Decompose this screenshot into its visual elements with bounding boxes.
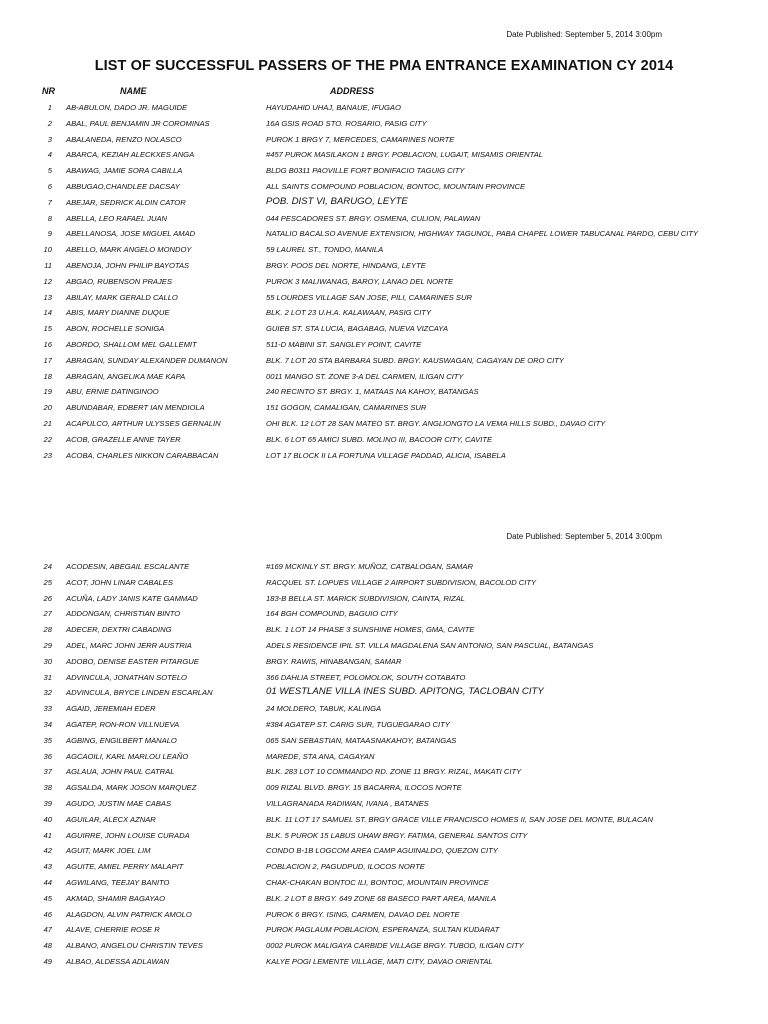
table-row bbox=[0, 638, 768, 654]
table-row bbox=[0, 163, 768, 179]
table-row bbox=[0, 907, 768, 923]
table-row bbox=[0, 954, 768, 970]
row-number: 11 bbox=[44, 260, 52, 270]
passer-name: AGWILANG, TEEJAY BANITO bbox=[66, 877, 170, 887]
passer-address: 151 GOGON, CAMALIGAN, CAMARINES SUR bbox=[266, 403, 427, 413]
table-row bbox=[0, 274, 768, 290]
row-number: 1 bbox=[47, 103, 52, 112]
passer-address: BLK. 283 LOT 10 COMMANDO RD. ZONE 11 BRGY. RIZAL, MAKATI CITY bbox=[266, 767, 522, 777]
row-number: 12 bbox=[43, 276, 52, 286]
table-row bbox=[0, 416, 768, 432]
table-row bbox=[0, 796, 768, 812]
passer-address: PUROK 6 BRGY. ISING, CARMEN, DAVAO DEL NORTE bbox=[266, 909, 460, 919]
table-row bbox=[0, 812, 768, 828]
passer-name: ABUNDABAR, EDBERT IAN MENDIOLA bbox=[66, 403, 205, 413]
row-number: 46 bbox=[43, 909, 52, 919]
table-row bbox=[0, 922, 768, 938]
row-number: 28 bbox=[43, 625, 52, 635]
row-number: 36 bbox=[43, 751, 52, 761]
passer-name: ABON, ROCHELLE SONIGA bbox=[66, 324, 165, 334]
column-header-name: NAME bbox=[120, 86, 147, 96]
table-row bbox=[0, 400, 768, 416]
table-row bbox=[0, 559, 768, 575]
column-header-nr: NR bbox=[42, 86, 55, 96]
passer-name: AGATEP, RON-RON VILLNUEVA bbox=[66, 719, 180, 729]
table-row bbox=[0, 305, 768, 321]
row-number: 5 bbox=[47, 166, 52, 176]
row-number: 9 bbox=[47, 229, 52, 239]
table-row bbox=[0, 369, 768, 385]
table-row bbox=[0, 195, 768, 211]
row-number: 40 bbox=[43, 814, 52, 824]
table-row bbox=[0, 100, 768, 116]
passer-address: ALL SAINTS COMPOUND POBLACION, BONTOC, MOUNTAIN PROVINCE bbox=[266, 181, 526, 191]
passer-address: CHAK-CHAKAN BONTOC ILI, BONTOC, MOUNTAIN PROVINCE bbox=[266, 877, 489, 887]
passer-name: ABBUGAO,CHANDLEE DACSAY bbox=[66, 181, 180, 191]
date-published-page-2: Date Published: September 5, 2014 3:00pm bbox=[506, 532, 662, 541]
row-number: 8 bbox=[47, 213, 52, 223]
passer-address: 183-B BELLA ST. MARICK SUBDIVISION, CAINTA, RIZAL bbox=[266, 593, 465, 603]
document-title: LIST OF SUCCESSFUL PASSERS OF THE PMA ENTRANCE EXAMINATION CY 2014 bbox=[94, 58, 674, 74]
passer-name: AGUDO, JUSTIN MAE CABAS bbox=[66, 798, 172, 808]
passer-name: ACODESIN, ABEGAIL ESCALANTE bbox=[66, 562, 190, 571]
passer-address: CONDO B-1B LOGCOM AREA CAMP AGUINALDO, QUEZON CITY bbox=[266, 846, 498, 856]
table-row bbox=[0, 843, 768, 859]
row-number: 15 bbox=[43, 324, 52, 334]
passer-address: BLK. 2 LOT 23 U.H.A. KALAWAAN, PASIG CITY bbox=[266, 308, 432, 318]
passer-address: BLK. 6 LOT 65 AMICI SUBD. MOLINO III, BACOOR CITY, CAVITE bbox=[266, 434, 493, 444]
passer-address: #169 MCKINLY ST. BRGY. MUÑOZ, CATBALOGAN, SAMAR bbox=[266, 562, 473, 571]
row-number: 20 bbox=[43, 403, 52, 413]
table-row bbox=[0, 226, 768, 242]
table-row bbox=[0, 211, 768, 227]
row-number: 3 bbox=[47, 134, 52, 144]
passer-address: POB. DIST VI, BARUGO, LEYTE bbox=[266, 195, 408, 207]
passer-address: 01 WESTLANE VILLA INES SUBD. APITONG, TACLOBAN CITY bbox=[266, 686, 544, 698]
table-row bbox=[0, 258, 768, 274]
row-number: 45 bbox=[43, 893, 52, 903]
passer-address: 59 LAUREL ST., TONDO, MANILA bbox=[266, 245, 384, 255]
passer-address: PUROK 1 BRGY 7, MERCEDES, CAMARINES NORTE bbox=[266, 134, 455, 144]
passer-address: 0002 PUROK MALIGAYA CARBIDE VILLAGE BRGY. TUBOD, ILIGAN CITY bbox=[266, 941, 524, 951]
passer-name: AGLAUA, JOHN PAUL CATRAL bbox=[66, 767, 175, 777]
row-number: 27 bbox=[43, 609, 52, 619]
table-row bbox=[0, 828, 768, 844]
table-row bbox=[0, 321, 768, 337]
passer-name: ABAL, PAUL BENJAMIN JR COROMINAS bbox=[66, 118, 210, 128]
passer-name: ABORDO, SHALLOM MEL GALLEMIT bbox=[66, 339, 197, 349]
table-row bbox=[0, 701, 768, 717]
row-number: 22 bbox=[43, 434, 52, 444]
table-row bbox=[0, 654, 768, 670]
passer-name: AGCAOILI, KARL MARLOU LEAÑO bbox=[66, 751, 189, 761]
passer-name: AGUIRRE, JOHN LOUISE CURADA bbox=[66, 830, 190, 840]
passers-table-page-2 bbox=[0, 559, 768, 970]
passer-name: AGUIT, MARK JOEL LIM bbox=[66, 846, 151, 856]
table-row bbox=[0, 179, 768, 195]
row-number: 6 bbox=[47, 181, 52, 191]
passer-name: ADVINCULA, BRYCE LINDEN ESCARLAN bbox=[66, 688, 213, 698]
row-number: 39 bbox=[43, 798, 52, 808]
table-row bbox=[0, 290, 768, 306]
passer-address: MAREDE, STA ANA, CAGAYAN bbox=[266, 751, 375, 761]
row-number: 31 bbox=[43, 672, 52, 682]
passer-address: 009 RIZAL BLVD. BRGY. 15 BACARRA, ILOCOS NORTE bbox=[266, 783, 462, 793]
table-row bbox=[0, 353, 768, 369]
passer-address: 0011 MANGO ST. ZONE 3-A DEL CARMEN, ILIGAN CITY bbox=[266, 371, 464, 381]
passer-name: ALBAO, ALDESSA ADLAWAN bbox=[66, 956, 170, 966]
row-number: 47 bbox=[43, 925, 52, 935]
passer-address: GUIEB ST. STA LUCIA, BAGABAG, NUEVA VIZCAYA bbox=[266, 324, 449, 334]
row-number: 16 bbox=[43, 339, 52, 349]
passer-address: 511-D MABINI ST. SANGLEY POINT, CAVITE bbox=[266, 339, 422, 349]
row-number: 32 bbox=[43, 688, 52, 698]
passer-address: 044 PESCADORES ST. BRGY. OSMENA, CULION, PALAWAN bbox=[266, 213, 481, 223]
row-number: 42 bbox=[43, 846, 52, 856]
passer-address: PUROK PAGLAUM POBLACION, ESPERANZA, SULTAN KUDARAT bbox=[266, 925, 500, 935]
row-number: 30 bbox=[43, 656, 52, 666]
passer-name: ALAGDON, ALVIN PATRICK AMOLO bbox=[66, 909, 192, 919]
row-number: 19 bbox=[43, 387, 52, 397]
row-number: 33 bbox=[43, 704, 52, 714]
passer-name: AB-ABULON, DADO JR. MAGUIDE bbox=[66, 103, 188, 112]
passer-name: ABILAY, MARK GERALD CALLO bbox=[66, 292, 178, 302]
passer-address: BLDG B0311 PAOVILLE FORT BONIFACIO TAGUIG CITY bbox=[266, 166, 465, 176]
table-row bbox=[0, 764, 768, 780]
row-number: 23 bbox=[43, 450, 52, 460]
passer-name: ADECER, DEXTRI CABADING bbox=[66, 625, 172, 635]
table-row bbox=[0, 116, 768, 132]
passer-address: KALYE POGI LEMENTE VILLAGE, MATI CITY, DAVAO ORIENTAL bbox=[266, 956, 493, 966]
table-row bbox=[0, 670, 768, 686]
table-row bbox=[0, 384, 768, 400]
passer-name: ABELLANOSA, JOSE MIGUEL AMAD bbox=[66, 229, 196, 239]
passer-address: BLK. 2 LOT 8 BRGY. 649 ZONE 68 BASECO PART AREA, MANILA bbox=[266, 893, 497, 903]
passer-name: ALBANO, ANGELOU CHRISTIN TEVES bbox=[66, 941, 203, 951]
passer-address: ADELS RESIDENCE IPIL ST. VILLA MAGDALENA SAN ANTONIO, SAN PASCUAL, BATANGAS bbox=[266, 640, 594, 650]
passer-name: ADVINCULA, JONATHAN SOTELO bbox=[66, 672, 187, 682]
passer-address: 24 MOLDERO, TABUK, KALINGA bbox=[266, 704, 382, 714]
row-number: 49 bbox=[43, 956, 52, 966]
row-number: 2 bbox=[47, 118, 52, 128]
column-header-address: ADDRESS bbox=[330, 86, 375, 96]
row-number: 4 bbox=[47, 150, 52, 160]
passer-address: BLK. 5 PUROK 15 LABUS UHAW BRGY. FATIMA, GENERAL SANTOS CITY bbox=[266, 830, 528, 840]
passer-name: ACOT, JOHN LINAR CABALES bbox=[66, 577, 173, 587]
passer-address: #384 AGATEP ST. CARIG SUR, TUGUEGARAO CITY bbox=[266, 719, 450, 729]
passer-name: ADDONGAN, CHRISTIAN BINTO bbox=[66, 609, 181, 619]
table-row bbox=[0, 591, 768, 607]
row-number: 14 bbox=[43, 308, 52, 318]
table-row bbox=[0, 606, 768, 622]
passer-address: NATALIO BACALSO AVENUE EXTENSION, HIGHWAY TAGUNOL, PABA CHAPEL LOWER TABUCANAL PARDO, CEBU CITY bbox=[266, 229, 699, 239]
table-row bbox=[0, 749, 768, 765]
table-row bbox=[0, 891, 768, 907]
table-row bbox=[0, 875, 768, 891]
passer-address: BLK. 11 LOT 17 SAMUEL ST. BRGY GRACE VILLE FRANCISCO HOMES II, SAN JOSE DEL MONTE, BULACAN bbox=[266, 814, 653, 824]
passer-name: ABELLA, LEO RAFAEL JUAN bbox=[66, 213, 168, 223]
passer-name: AKMAD, SHAMIR BAGAYAO bbox=[66, 893, 166, 903]
passer-address: 55 LOURDES VILLAGE SAN JOSE, PILI, CAMARINES SUR bbox=[266, 292, 472, 302]
table-row bbox=[0, 432, 768, 448]
row-number: 17 bbox=[43, 355, 52, 365]
table-row bbox=[0, 132, 768, 148]
passer-address: VILLAGRANADA RADIWAN, IVANA , BATANES bbox=[266, 798, 429, 808]
passer-name: ABRAGAN, ANGELIKA MAE KAPA bbox=[66, 371, 186, 381]
row-number: 10 bbox=[43, 245, 52, 255]
row-number: 26 bbox=[43, 593, 52, 603]
row-number: 44 bbox=[43, 877, 52, 887]
passer-address: LOT 17 BLOCK II LA FORTUNA VILLAGE PADDAD, ALICIA, ISABELA bbox=[266, 450, 506, 460]
passer-name: ACAPULCO, ARTHUR ULYSSES GERNALIN bbox=[66, 418, 221, 428]
passer-address: BRGY. POOS DEL NORTE, HINDANG, LEYTE bbox=[266, 260, 426, 270]
table-row bbox=[0, 717, 768, 733]
table-row bbox=[0, 859, 768, 875]
passer-name: ACUÑA, LADY JANIS KATE GAMMAD bbox=[66, 593, 198, 603]
passer-name: ABELLO, MARK ANGELO MONDOY bbox=[66, 245, 192, 255]
passer-name: AGUILAR, ALECX AZNAR bbox=[66, 814, 156, 824]
passer-address: 16A GSIS ROAD STO. ROSARIO, PASIG CITY bbox=[266, 118, 427, 128]
table-row bbox=[0, 780, 768, 796]
row-number: 34 bbox=[43, 719, 52, 729]
passer-address: OHI BLK. 12 LOT 28 SAN MATEO ST. BRGY. ANGLIONGTO LA VEMA HILLS SUBD., DAVAO CITY bbox=[266, 418, 606, 428]
passer-name: AGUITE, AMIEL PERRY MALAPIT bbox=[66, 862, 184, 872]
table-row bbox=[0, 448, 768, 464]
row-number: 25 bbox=[43, 577, 52, 587]
passer-address: RACQUEL ST. LOPUES VILLAGE 2 AIRPORT SUBDIVISION, BACOLOD CITY bbox=[266, 577, 537, 587]
table-row bbox=[0, 147, 768, 163]
passer-address: HAYUDAHID UHAJ, BANAUE, IFUGAO bbox=[266, 103, 401, 112]
passer-address: #457 PUROK MASILAKON 1 BRGY. POBLACION, LUGAIT, MISAMIS ORIENTAL bbox=[266, 150, 543, 160]
row-number: 24 bbox=[43, 562, 52, 571]
table-row bbox=[0, 938, 768, 954]
table-row bbox=[0, 685, 768, 701]
passer-name: AGAID, JEREMIAH EDER bbox=[66, 704, 156, 714]
row-number: 43 bbox=[43, 862, 52, 872]
passer-address: 164 BGH COMPOUND, BAGUIO CITY bbox=[266, 609, 398, 619]
passer-address: POBLACION 2, PAGUDPUD, ILOCOS NORTE bbox=[266, 862, 425, 872]
row-number: 13 bbox=[43, 292, 52, 302]
passer-name: ABARCA, KEZIAH ALECKXES ANGA bbox=[66, 150, 195, 160]
date-published: Date Published: September 5, 2014 3:00pm bbox=[506, 30, 662, 39]
row-number: 18 bbox=[43, 371, 52, 381]
passer-address: BRGY. RAWIS, HINABANGAN, SAMAR bbox=[266, 656, 402, 666]
passer-name: ACOBA, CHARLES NIKKON CARABBACAN bbox=[66, 450, 219, 460]
passer-address: BLK. 7 LOT 20 STA BARBARA SUBD. BRGY. KAUSWAGAN, CAGAYAN DE ORO CITY bbox=[266, 355, 564, 365]
passer-address: 240 RECINTO ST. BRGY. 1, MATAAS NA KAHOY, BATANGAS bbox=[266, 387, 479, 397]
passer-name: ABGAO, RUBENSON PRAJES bbox=[66, 276, 172, 286]
row-number: 38 bbox=[43, 783, 52, 793]
table-row bbox=[0, 242, 768, 258]
passer-name: ABENOJA, JOHN PHILIP BAYOTAS bbox=[66, 260, 190, 270]
row-number: 35 bbox=[43, 735, 52, 745]
passer-name: ABAWAG, JAMIE SORA CABILLA bbox=[66, 166, 183, 176]
row-number: 7 bbox=[47, 197, 52, 207]
table-row bbox=[0, 622, 768, 638]
table-row bbox=[0, 337, 768, 353]
passer-name: ABIS, MARY DIANNE DUQUE bbox=[66, 308, 170, 318]
passer-name: ALAVE, CHERRIE ROSE R bbox=[66, 925, 160, 935]
passer-name: ADEL, MARC JOHN JERR AUSTRIA bbox=[66, 640, 192, 650]
row-number: 48 bbox=[43, 941, 52, 951]
passer-name: AGBING, ENGILBERT MANALO bbox=[66, 735, 177, 745]
passer-address: 065 SAN SEBASTIAN, MATAASNAKAHOY, BATANGAS bbox=[266, 735, 457, 745]
row-number: 21 bbox=[43, 418, 52, 428]
row-number: 41 bbox=[43, 830, 52, 840]
passer-name: ABEJAR, SEDRICK ALDIN CATOR bbox=[66, 197, 186, 207]
row-number: 29 bbox=[43, 640, 52, 650]
table-row bbox=[0, 575, 768, 591]
passers-table-page-1 bbox=[0, 100, 768, 463]
passer-name: ACOB, GRAZELLE ANNE TAYER bbox=[66, 434, 181, 444]
passer-name: ABRAGAN, SUNDAY ALEXANDER DUMANON bbox=[66, 355, 228, 365]
passer-name: ABALANEDA, RENZO NOLASCO bbox=[66, 134, 182, 144]
passer-name: ABU, ERNIE DATINGINOO bbox=[66, 387, 159, 397]
passer-address: PUROK 3 MALIWANAG, BAROY, LANAO DEL NORTE bbox=[266, 276, 454, 286]
row-number: 37 bbox=[43, 767, 52, 777]
passer-address: 366 DAHLIA STREET, POLOMOLOK, SOUTH COTABATO bbox=[266, 672, 466, 682]
passer-name: ADOBO, DENISE EASTER PITARGUE bbox=[66, 656, 199, 666]
table-row bbox=[0, 733, 768, 749]
passer-address: BLK. 1 LOT 14 PHASE 3 SUNSHINE HOMES, GMA, CAVITE bbox=[266, 625, 475, 635]
passer-name: AGSALDA, MARK JOSON MARQUEZ bbox=[66, 783, 197, 793]
